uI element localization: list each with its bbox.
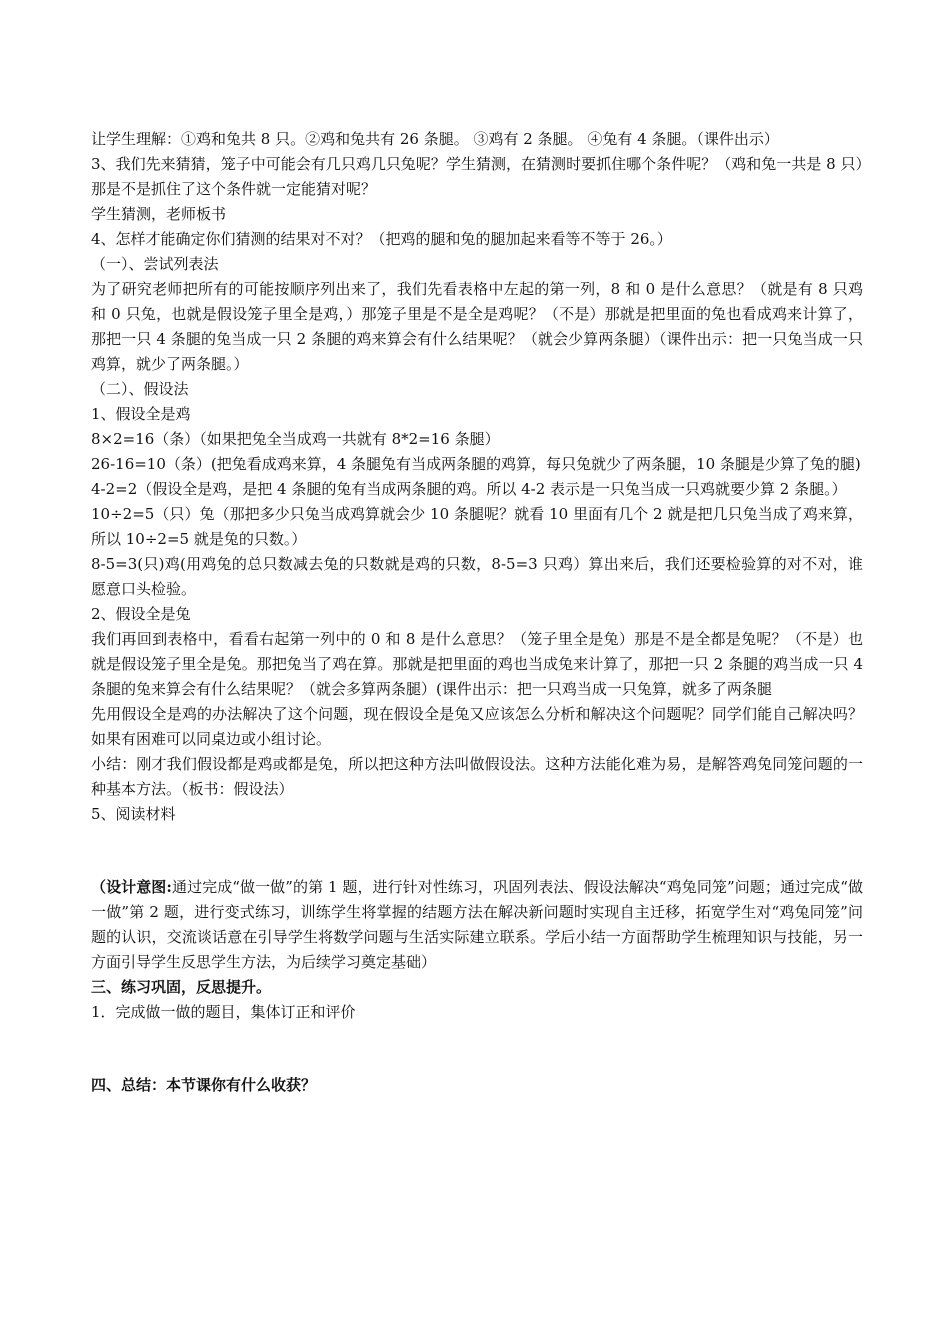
- heading-assume-rabbits: 2、假设全是兔: [91, 605, 191, 623]
- heading-section-four: 四、总结：本节课你有什么收获？: [91, 1076, 317, 1094]
- equation-2: 26-16=10（条）(把兔看成鸡来算，4 条腿兔有当成两条腿的鸡算，每只兔就少了两条腿，10 条腿是少算了兔的腿): [91, 455, 861, 473]
- design-intent-text: 通过完成“做一做”的第 1 题，进行针对性练习，巩固列表法、假设法解决“鸡兔同笼”问题；通过完成“做一做”第 2 题，进行变式练习，训练学生将掌握的结题方法在解决新问题时实现自主迁移，拓宽学生对“鸡兔同笼”问题的认识，交流谈话意在引导学生将数学问题与生活实际建立联系。学后小结一方面帮助学生梳理知识与技能，另一方面引导学生反思学生方法，为后续学习奠定基础）: [91, 878, 863, 971]
- equation-4: 10÷2=5（只）兔（那把多少只兔当成鸡算就会少 10 条腿呢？就看 10 里面有几个 2 就是把几只兔当成了鸡来算，所以 10÷2=5 就是兔的只数。）: [91, 505, 863, 548]
- paragraph-verify: 4、怎样才能确定你们猜测的结果对不对？（把鸡的腿和兔的腿加起来看等不等于 26。）: [91, 230, 672, 248]
- heading-table-method: （一）、尝试列表法: [91, 255, 219, 273]
- design-intent-label: 设计意图:: [106, 878, 172, 896]
- design-open-paren: （: [91, 878, 107, 896]
- paragraph-design-intent: [91, 875, 863, 975]
- paragraph-discussion: 先用假设全是鸡的办法解决了这个问题，现在假设全是兔又应该怎么分析和解决这个问题呢？同学们能自己解决吗？如果有困难可以同桌边或小组讨论。: [91, 705, 863, 748]
- heading-reading-material: 5、阅读材料: [91, 805, 176, 823]
- spacer: [91, 1025, 863, 1073]
- equation-3: 4-2=2（假设全是鸡，是把 4 条腿的兔有当成两条腿的鸡。所以 4-2 表示是一只兔当成一只鸡就要少算 2 条腿。）: [91, 480, 847, 498]
- equation-5: 8-5=3(只)鸡(用鸡兔的总只数减去兔的只数就是鸡的只数，8-5=3 只鸡）算出来后，我们还要检验算的对不对，谁愿意口头检验。: [91, 555, 863, 598]
- paragraph-exercise: 1．完成做一做的题目，集体订正和评价: [91, 1003, 356, 1021]
- paragraph-table-explanation: 为了研究老师把所有的可能按顺序列出来了，我们先看表格中左起的第一列，8 和 0 是什么意思？（就是有 8 只鸡和 0 只兔，也就是假设笼子里全是鸡，）那笼子里是不是全是鸡呢？（不是）那就是把里面的兔也看成鸡来计算了，那把一只 4 条腿的兔当成一只 2 条腿的鸡来算会有什么结果呢？（就会少算两条腿）（课件出示：把一只兔当成一只鸡算，就少了两条腿。）: [91, 280, 863, 373]
- paragraph-guess: 3、我们先来猜猜，笼子中可能会有几只鸡几只兔呢？学生猜测，在猜测时要抓住哪个条件呢？（鸡和兔一共是 8 只）那是不是抓住了这个条件就一定能猜对呢？: [91, 155, 863, 198]
- equation-1: 8×2=16（条）（如果把兔全当成鸡一共就有 8*2=16 条腿）: [91, 430, 500, 448]
- paragraph-rabbit-explanation: 我们再回到表格中，看看右起第一列中的 0 和 8 是什么意思？（笼子里全是兔）那是不是全都是兔呢？（不是）也就是假设笼子里全是兔。那把兔当了鸡在算。那就是把里面的鸡也当成兔来计算了，那把一只 2 条腿的鸡当成一只 4 条腿的兔来算会有什么结果呢？（就会多算两条腿）(课件出示：把一只鸡当成一只兔算，就多了两条腿: [91, 630, 863, 698]
- paragraph-student-guess: 学生猜测，老师板书: [91, 205, 227, 223]
- paragraph-summary: 小结：刚才我们假设都是鸡或都是兔，所以把这种方法叫做假设法。这种方法能化难为易，是解答鸡兔同笼问题的一种基本方法。（板书：假设法）: [91, 755, 863, 798]
- heading-section-three: 三、练习巩固，反思提升。: [91, 978, 272, 996]
- spacer: [91, 827, 863, 875]
- document-body: [91, 127, 863, 1098]
- heading-assumption-method: （二）、假设法: [91, 380, 189, 398]
- paragraph-understanding: 让学生理解：①鸡和兔共 8 只。②鸡和兔共有 26 条腿。 ③鸡有 2 条腿。 ④兔有 4 条腿。（课件出示）: [91, 130, 779, 148]
- heading-assume-chickens: 1、假设全是鸡: [91, 405, 191, 423]
